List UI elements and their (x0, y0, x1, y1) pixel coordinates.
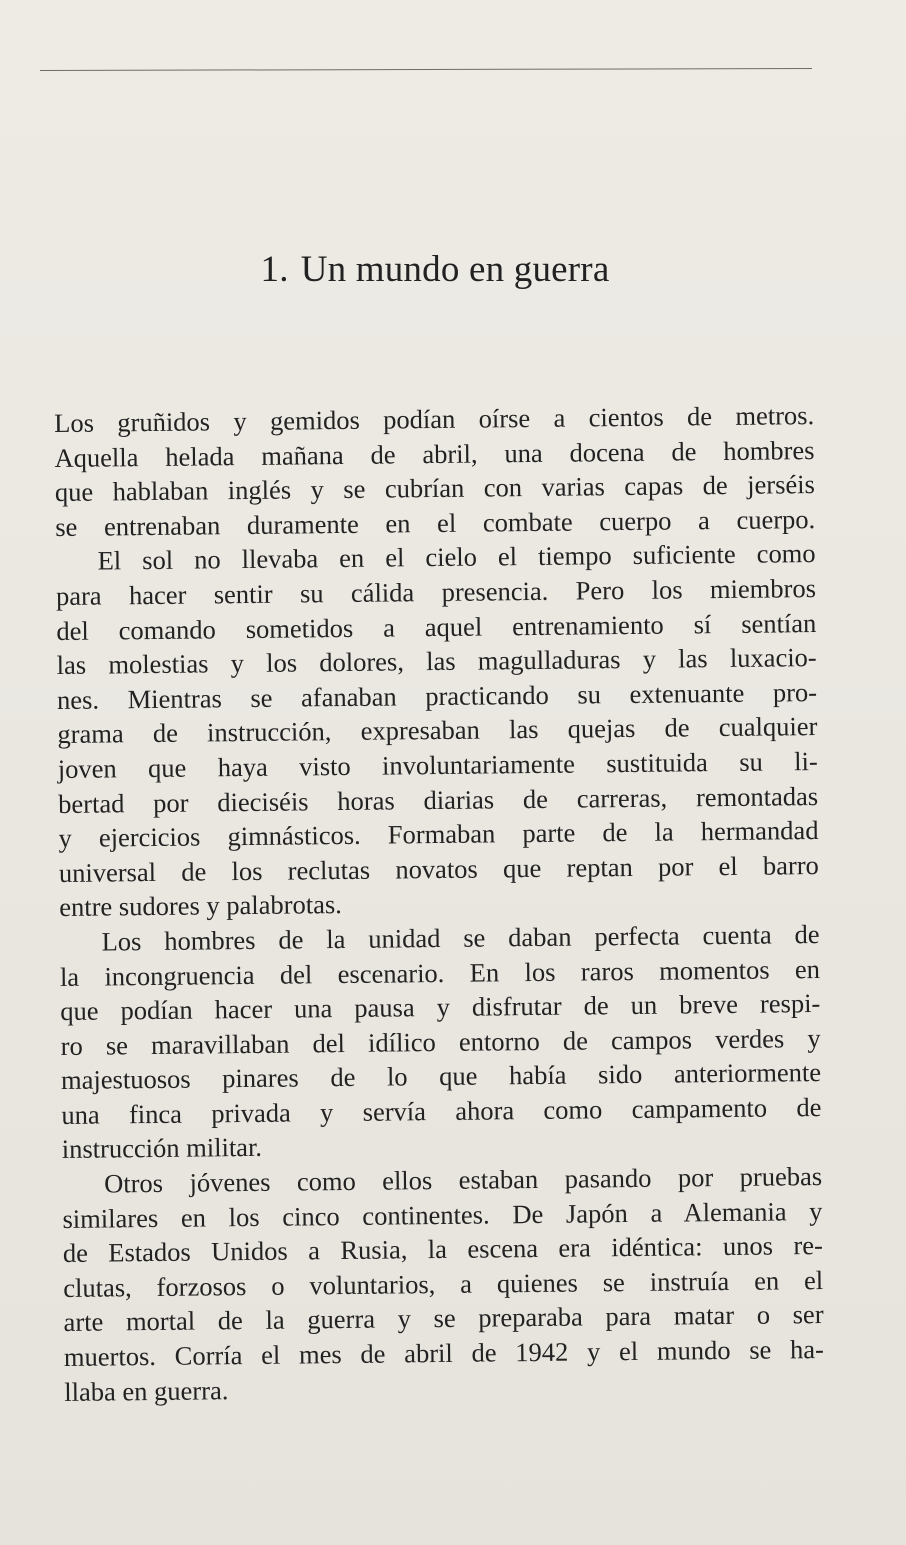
text-line: arte mortal de la guerra y se preparaba para matar o ser (63, 1299, 824, 1338)
chapter-body (54, 398, 824, 1409)
text-line: que hablaban inglés y se cubrían con varias capas de jerséis (54, 469, 816, 508)
text-line: las molestias y los dolores, las magulladuras y las luxacio- (56, 642, 817, 681)
text-line: bertad por dieciséis horas diarias de carreras, remontadas (58, 780, 819, 819)
paragraph (62, 1159, 824, 1409)
text-line: grama de instrucción, expresaban las quejas de cualquier (57, 711, 818, 750)
text-line: una finca privada y servía ahora como campamento de (61, 1091, 822, 1130)
text-line: similares en los cinco continentes. De Japón a Alemania y (62, 1195, 823, 1234)
text-line: Los gruñidos y gemidos podían oírse a cientos de metros. (54, 400, 815, 438)
text-line: nes. Mientras se afanaban practicando su extenuante pro- (56, 676, 818, 715)
text-line: universal de los reclutas novatos que reptan por el barro (58, 849, 820, 888)
text-line: instrucción militar. (61, 1132, 263, 1165)
text-line: entre sudores y palabrotas. (59, 889, 342, 923)
paragraph (59, 917, 821, 1167)
text-line: del comando sometidos a aquel entrenamiento sí sentían (56, 607, 817, 646)
text-line: joven que haya visto involuntariamente sustituida su li- (57, 745, 818, 784)
text-line: de Estados Unidos a Rusia, la escena era idéntica: unos re- (62, 1230, 823, 1269)
header-rule (40, 68, 812, 71)
text-line: El sol no llevaba en el cielo el tiempo suficiente como (97, 538, 816, 576)
text-line: llaba en guerra. (64, 1374, 229, 1407)
text-line: clutas, forzosos o voluntarios, a quienes se instruía en el (63, 1264, 824, 1303)
chapter-title: Un mundo en guerra (300, 249, 610, 290)
text-line: ro se maravillaban del idílico entorno de campos verdes y (60, 1022, 821, 1061)
text-line: se entrenaban duramente en el combate cuerpo a cuerpo. (55, 503, 816, 542)
text-line: Aquella helada mañana de abril, una docena de hombres (54, 434, 815, 473)
text-line: muertos. Corría el mes de abril de 1942 y el mundo se ha- (63, 1334, 825, 1372)
text-line: la incongruencia del escenario. En los raros momentos en (59, 953, 821, 992)
paragraph (54, 398, 815, 544)
text-line: majestuosos pinares de lo que había sido anteriormente (60, 1057, 822, 1096)
chapter-number: 1. (260, 249, 289, 290)
chapter-heading (0, 248, 888, 291)
text-line: Otros jóvenes como ellos estaban pasando por pruebas (103, 1161, 823, 1199)
text-line: para hacer sentir su cálida presencia. Pero los miembros (55, 573, 817, 611)
text-line: Los hombres de la unidad se daban perfecta cuenta de (101, 918, 820, 957)
paragraph (55, 536, 819, 924)
text-line: que podían hacer una pausa y disfrutar de un breve respi- (60, 988, 821, 1027)
text-line: y ejercicios gimnásticos. Formaban parte de la hermandad (58, 815, 819, 854)
